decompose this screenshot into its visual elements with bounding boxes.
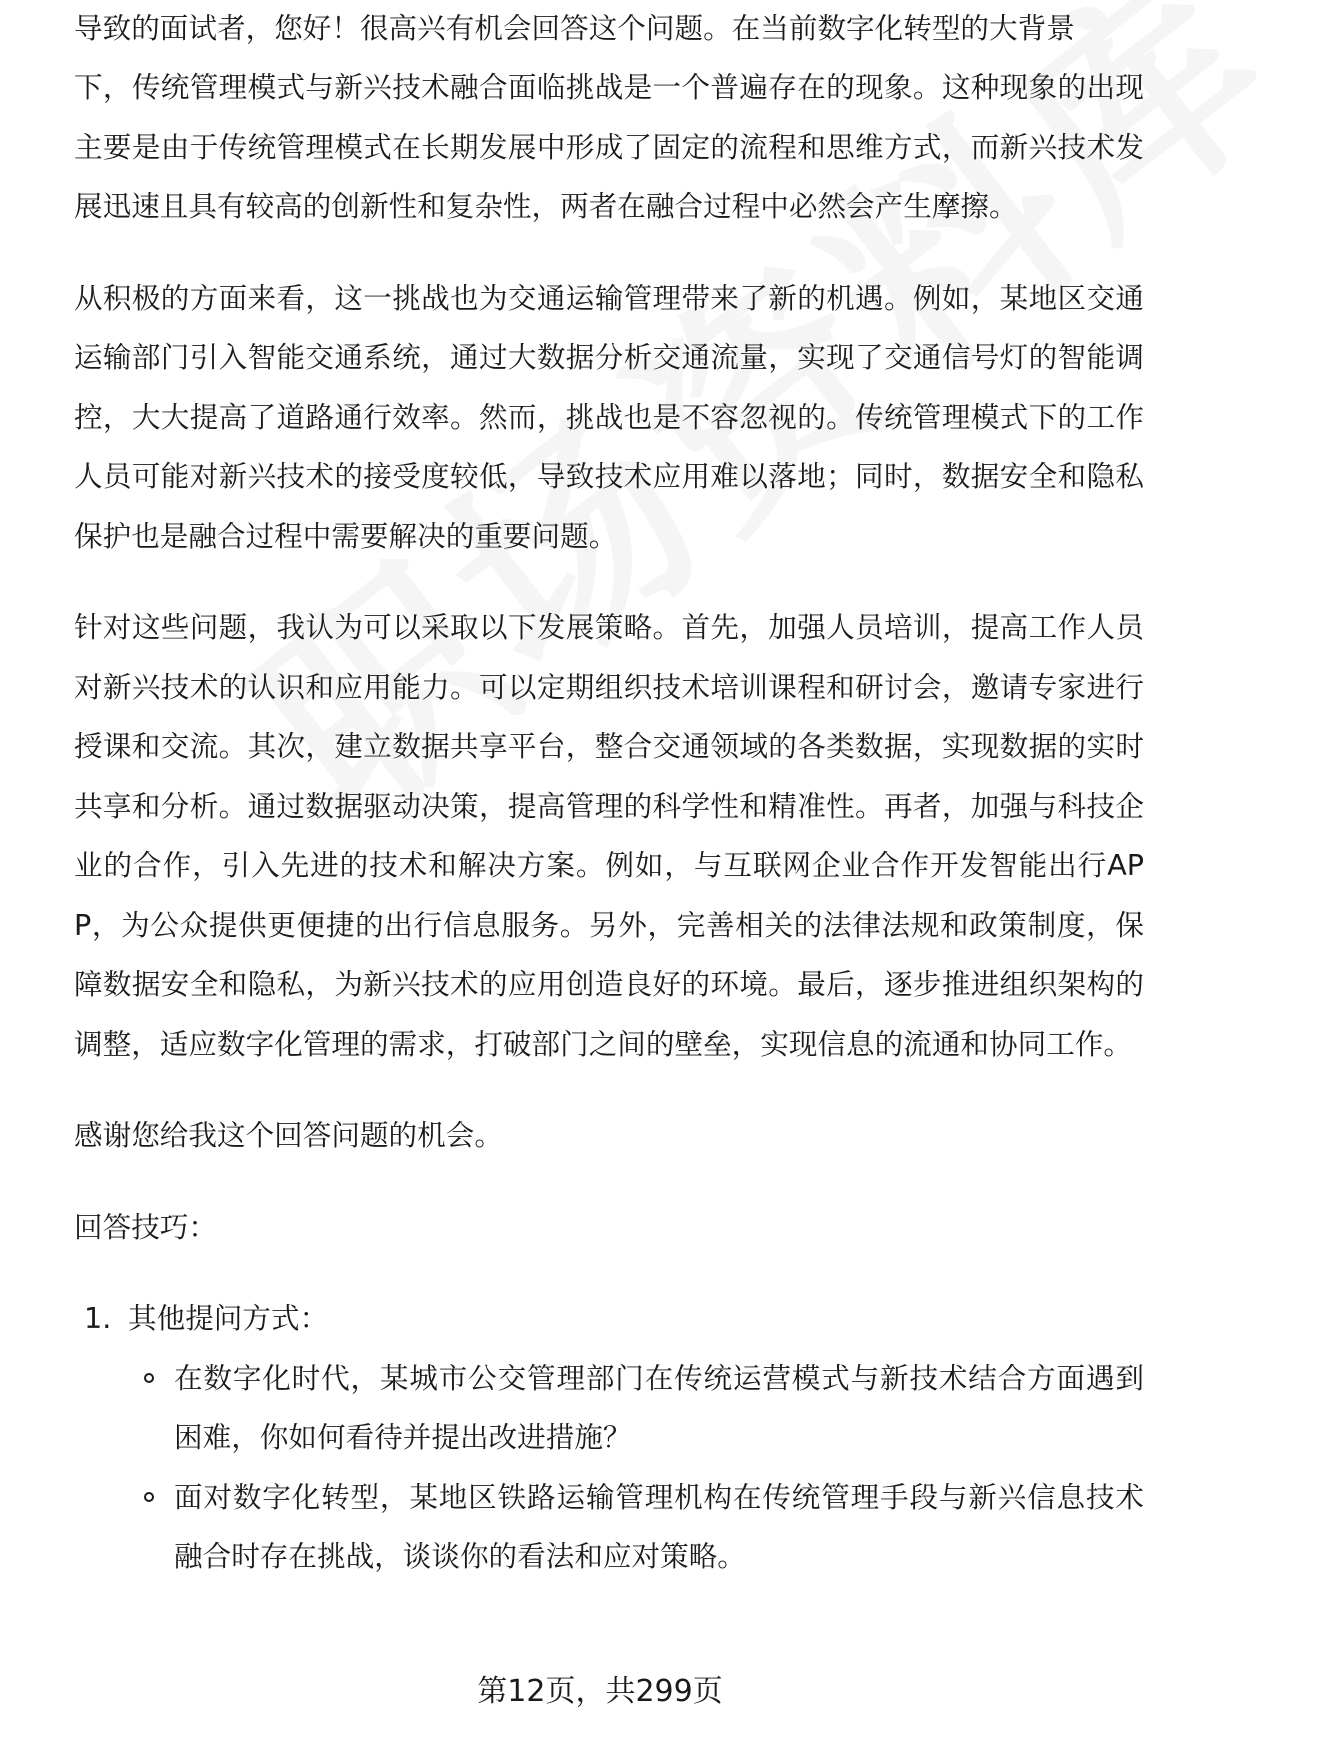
paragraph-2: 从积极的方面来看，这一挑战也为交通运输管理带来了新的机遇。例如，某地区交通运输部门引入智能交通系统，通过大数据分析交通流量，实现了交通信号灯的智能调控，大大提高了道路通行效率。然而，挑战也是不容忽视的。传统管理模式下的工作人员可能对新兴技术的接受度较低，导致技术应用难以落地；同时，数据安全和隐私保护也是融合过程中需要解决的重要问题。: [74, 280, 1144, 553]
list-number: 1.: [84, 1301, 112, 1335]
hollow-circle-bullet-icon: [144, 1492, 154, 1502]
paragraph-4: 感谢您给我这个回答问题的机会。: [74, 1118, 503, 1152]
paragraph-1: 下，传统管理模式与新兴技术融合面临挑战是一个普遍存在的现象。这种现象的出现主要是由于传统管理模式在长期发展中形成了固定的流程和思维方式，而新兴技术发展迅速且具有较高的创新性和复杂性，两者在融合过程中必然会产生摩擦。: [74, 70, 1144, 223]
bullet-item: [128, 1349, 1144, 1468]
section-label-answer-tips: 回答技巧：: [74, 1209, 217, 1244]
list-item-title: 其他提问方式：: [128, 1301, 329, 1335]
numbered-list: [74, 1289, 1144, 1349]
bullet-list: [74, 1349, 1144, 1587]
cropped-line-text: 导致的面试者，您好！很高兴有机会回答这个问题。在当前数字化转型的大背景: [74, 11, 1075, 45]
page-footer: 第12页，共299页: [477, 1674, 723, 1709]
bullet-item: [128, 1468, 1144, 1587]
paragraph-3: 针对这些问题，我认为可以采取以下发展策略。首先，加强人员培训，提高工作人员对新兴技术的认识和应用能力。可以定期组织技术培训课程和研讨会，邀请专家进行授课和交流。其次，建立数据共享平台，整合交通领域的各类数据，实现数据的实时共享和分析。通过数据驱动决策，提高管理的科学性和精准性。再者，加强与科技企业的合作，引入先进的技术和解决方案。例如，与互联网企业合作开发智能出行APP，为公众提供更便捷的出行信息服务。另外，完善相关的法律法规和政策制度，保障数据安全和隐私，为新兴技术的应用创造良好的环境。最后，逐步推进组织架构的调整，适应数字化管理的需求，打破部门之间的壁垒，实现信息的流通和协同工作。: [74, 610, 1144, 1061]
list-item: [74, 1289, 1144, 1349]
bullet-item-text: 在数字化时代，某城市公交管理部门在传统运营模式与新技术结合方面遇到困难，你如何看待并提出改进措施？: [174, 1360, 1144, 1454]
cropped-top-line: [74, 11, 1144, 58]
page-content: [74, 11, 1144, 1587]
bullet-item-text: 面对数字化转型，某地区铁路运输管理机构在传统管理手段与新兴信息技术融合时存在挑战，谈谈你的看法和应对策略。: [174, 1479, 1144, 1573]
hollow-circle-bullet-icon: [144, 1373, 154, 1383]
